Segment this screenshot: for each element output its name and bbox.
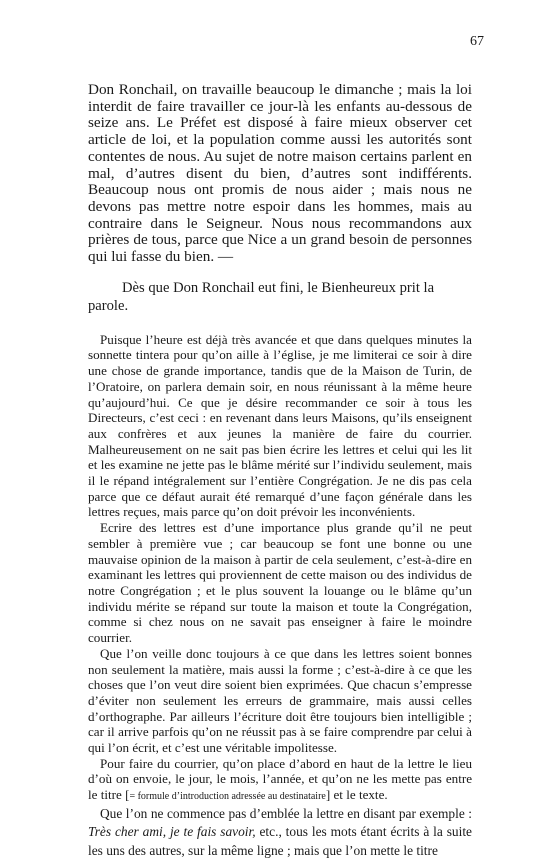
paragraph-form-and-matter: Que l’on veille donc toujours à ce que dans les lettres soient bonnes non seulement la matière, mais aussi la forme ; c’est-à-dire à ce que les choses que l’on veut dire soient bien exprimées. Que chacun s’empresse d’éviter non seulement les erreurs de grammaire, mais aussi celles d’orthographe. Par ailleurs l’écriture doit être toujours bien intelligible ; car il arrive parfois qu’on ne réussit pas à se faire comprendre par celui à qui l’on écrit, et c’est une véritable impolitesse. <box>88 645 472 756</box>
transition-line: Dès que Don Ronchail eut fini, le Bienheureux prit la parole. <box>88 279 435 314</box>
paragraph-letter-importance: Ecrire des lettres est d’une importance plus grande qu’il ne peut sembler à première vue ; car beaucoup se font une bonne ou une mauvaise opinion de la maison à partir de cela seulement, c’est-à-dire en examinant les lettres qui proviennent de cette maison ou des individus de notre Congrégation ; et le plus souvent la louange ou le blâme qu’un individu mérite se répand sur toute la maison et toute la Congrégation, comme si chez nous on ne savait pas enseigner à faire le moindre courrier. <box>88 520 472 646</box>
para6-end: etc., tous les mots étant écrits à la suite les uns des autres, sur la même ligne ; mais que l’on mette le titre <box>88 824 472 859</box>
para5-end: ] et le texte. <box>325 787 388 803</box>
page-number: 67 <box>470 34 484 49</box>
page-body <box>88 82 472 861</box>
para5-start: Pour faire du courrier, qu’on place d’abord en haut de la lettre le lieu d’où on envoie, le jour, le mois, l’année, et qu’on ne les mette pas entre le titre [ <box>88 755 472 803</box>
example-salutation: Très cher ami, je te fais savoir, <box>88 824 256 840</box>
paragraph-letter-header <box>88 756 472 805</box>
para6-start: Que l’on ne commence pas d’emblée la lettre en disant par exemple : <box>100 805 472 821</box>
paragraph-letter-opening <box>88 805 472 861</box>
bracket-gloss: = formule d’introduction adressée au destinataire <box>129 791 326 803</box>
paragraph-ronchail-report: Don Ronchail, on travaille beaucoup le dimanche ; mais la loi interdit de faire travailler ce jour-là les enfants au-dessous de seize ans. Le Préfet est disposé à faire mieux observer cet article de loi, et la population comme aussi les autorités sont contentes de nous. Au sujet de notre maison certains parlent en mal, d’autres disent du bien, d’autres sont indifférents. Beaucoup nous ont promis de nous aider ; mais nous ne devons pas mettre notre espoir dans les hommes, mais au contraire dans le Seigneur. Nous nous recommandons aux prières de tous, parce que Nice a un grand besoin de personnes qui lui fasse du bien. — <box>88 81 472 266</box>
paragraph-directors: Puisque l’heure est déjà très avancée et que dans quelques minutes la sonnette tintera pour qu’on aille à l’église, je me limiterai ce soir à dire une chose de grande importance, tandis que de la Maison de Turin, de l’Oratoire, on parlera demain soir, en nous réunissant à la même heure qu’aujourd’hui. Ce que je désire recommander ce soir à tous les Directeurs, c’est ceci : en revenant dans leurs Maisons, qu’ils enseignent aux confrères et aux jeunes la manière de faire du courrier. Malheureusement on ne sait pas bien écrire les lettres et celui qui les lit et les examine ne jette pas le blâme mérité sur l’individu seulement, mais il le répand intégralement sur l’entière Congrégation. Je ne dis pas cela parce que ce défaut aurait été remarqué d’une façon générale dans les lettres reçues, mais parce qu’on doit prévoir les inconvénients. <box>88 331 472 520</box>
